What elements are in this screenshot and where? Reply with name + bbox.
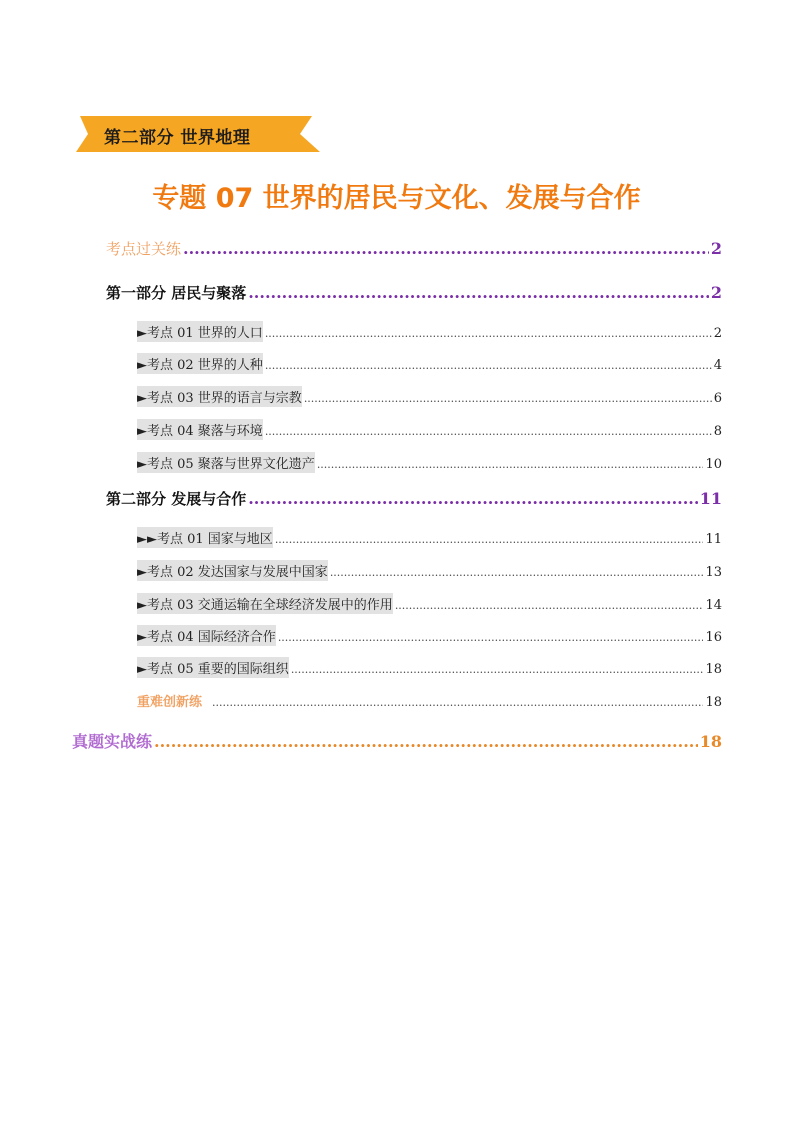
- toc-page: 2: [710, 283, 722, 302]
- toc-entry-p2-5[interactable]: [137, 657, 722, 678]
- toc-label: ►考点 05 重要的国际组织: [137, 657, 289, 678]
- toc-entry-p2-1[interactable]: [137, 527, 722, 548]
- toc-page: 18: [705, 695, 722, 710]
- toc-page: 10: [705, 457, 722, 472]
- toc-page: 18: [699, 732, 722, 751]
- toc-entry-practice[interactable]: [106, 238, 722, 259]
- toc-entry-p2-4[interactable]: [137, 625, 722, 646]
- toc-page: 13: [705, 565, 722, 580]
- toc-entry-p1-1[interactable]: [137, 321, 722, 342]
- toc-leader: [275, 533, 704, 546]
- toc-leader: [317, 458, 704, 471]
- toc-entry-p2-2[interactable]: [137, 560, 722, 581]
- toc-label: ►考点 01 世界的人口: [137, 321, 263, 342]
- toc-label: ►考点 05 聚落与世界文化遗产: [137, 452, 315, 473]
- toc-label: 第一部分 居民与聚落: [106, 284, 247, 302]
- toc-leader: [330, 566, 704, 579]
- toc-entry-part2[interactable]: [106, 488, 722, 509]
- toc-page: 11: [699, 489, 722, 508]
- toc-leader: [265, 425, 712, 438]
- toc-page: 18: [705, 662, 722, 677]
- toc-label: 第二部分 发展与合作: [106, 490, 247, 508]
- toc-label: ►考点 02 世界的人种: [137, 353, 263, 374]
- toc-leader: [248, 283, 709, 302]
- toc-label: ►►考点 01 国家与地区: [137, 527, 273, 548]
- toc-entry-p1-3[interactable]: [137, 386, 722, 407]
- page-title: 专题 07 世界的居民与文化、发展与合作: [152, 183, 641, 214]
- toc-label: ►考点 04 国际经济合作: [137, 625, 276, 646]
- banner-label: 第二部分 世界地理: [104, 128, 251, 148]
- toc-leader: [265, 327, 712, 340]
- toc-entry-p1-2[interactable]: [137, 353, 722, 374]
- toc-leader: [265, 359, 712, 372]
- toc-page: 2: [713, 326, 722, 341]
- toc-leader: [291, 663, 704, 676]
- toc-leader: [154, 732, 698, 751]
- toc-entry-part1[interactable]: [106, 282, 722, 303]
- toc-leader: [248, 489, 698, 508]
- toc-leader: [395, 599, 704, 612]
- toc-entry-p1-5[interactable]: [137, 452, 722, 473]
- toc-label: ►考点 04 聚落与环境: [137, 419, 263, 440]
- toc-label: 真题实战练: [72, 732, 153, 751]
- toc-leader: [183, 239, 709, 258]
- toc-entry-p1-4[interactable]: [137, 419, 722, 440]
- toc-label: ►考点 03 世界的语言与宗教: [137, 386, 302, 407]
- toc-page: 11: [705, 532, 722, 547]
- toc-page: 4: [713, 358, 722, 373]
- toc-page: 14: [705, 598, 722, 613]
- toc-page: 2: [710, 239, 722, 258]
- toc-leader: [212, 696, 703, 709]
- toc-page: 8: [713, 424, 722, 439]
- toc-leader: [278, 631, 704, 644]
- toc-leader: [304, 392, 712, 405]
- toc-entry-exam[interactable]: [72, 729, 722, 752]
- section-banner: [74, 114, 324, 154]
- toc-entry-p2-3[interactable]: [137, 593, 722, 614]
- toc-page: 16: [705, 630, 722, 645]
- toc-entry-innovation[interactable]: [137, 690, 722, 711]
- toc-label: 重难创新练: [137, 695, 203, 710]
- toc-page: 6: [713, 391, 722, 406]
- toc-label: ►考点 03 交通运输在全球经济发展中的作用: [137, 593, 393, 614]
- toc-label: 考点过关练: [106, 240, 182, 258]
- toc-label: ►考点 02 发达国家与发展中国家: [137, 560, 328, 581]
